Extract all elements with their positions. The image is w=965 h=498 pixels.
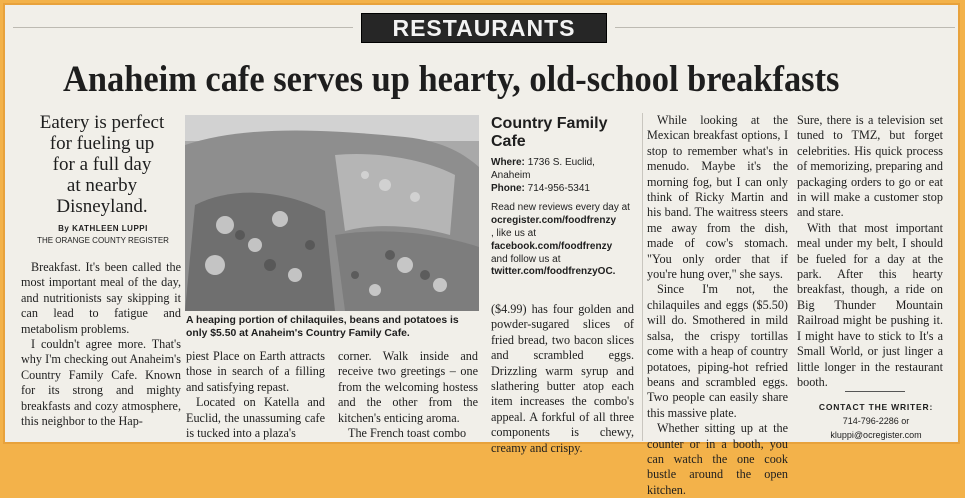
like-text: , like us at	[491, 227, 537, 239]
paragraph: Breakfast. It's been called the most important meal of the day, and nutritionists say skipping it can lead to fatigue and metabolism problems.	[21, 260, 181, 336]
deck-line: for fueling up	[49, 133, 155, 154]
section-label	[361, 13, 607, 43]
paragraph: Since I'm not, the chilaquiles and eggs ($5.50) will do. Smothered in mild salsa, the crispy tortillas come with a heap of country potatoes, piping-hot refried beans and scrambled eggs. Two people can easily share this massive plate.	[647, 282, 788, 420]
paragraph: The French toast combo	[348, 426, 467, 441]
info-links	[491, 202, 636, 279]
paragraph: Located on Katella and Euclid, the unassuming cafe is tucked into a plaza's	[186, 395, 325, 441]
paragraph: ($4.99) has four golden and powder-sugared slices of fried bread, two bacon slices and scrambled eggs. Drizzling warm syrup and slathering butter atop each item increases the combo's appeal. A forkful of all three components is chewy, creamy and crispy.	[491, 302, 634, 455]
article-column-3	[338, 349, 478, 441]
info-box	[491, 115, 636, 279]
article-column-5	[647, 113, 788, 498]
paragraph: corner. Walk inside and receive two greetings – one from the welcoming hostess and the other from the kitchen's enticing aroma.	[338, 349, 478, 425]
paragraph: piest Place on Earth attracts those in search of a filling and satisfying repast.	[186, 349, 325, 394]
deck-line: Disneyland.	[56, 196, 148, 217]
deck-line: at nearby	[66, 175, 138, 196]
ocregister-link[interactable]: ocregister.com/foodfrenzy	[491, 215, 617, 227]
column-divider	[642, 113, 643, 441]
paragraph: I couldn't agree more. That's why I'm checking out Anaheim's Country Family Cafe. Known for its strong and mighty breakfasts and cozy atmosphere, this neighbor to the Hap-	[21, 337, 181, 429]
phone-value: 714-956-5341	[527, 182, 590, 194]
info-where	[491, 157, 636, 183]
contact-label: CONTACT THE WRITER:	[818, 402, 934, 412]
paragraph: With that most important meal under my belt, I should be fueled for a day at the park. After this hearty breakfast, though, a ride on Big Thunder Mountain Railroad might be pushing it. I might have to stick to It's a Small World, or just linger a little longer in the restaurant booth.	[797, 220, 943, 389]
headline: Anaheim cafe serves up hearty, old-school breakfasts	[63, 59, 840, 100]
article-column-4	[491, 302, 634, 456]
paragraph: Whether sitting up at the counter or in a booth, you can watch the one cook bustle around the open kitchen.	[647, 421, 788, 497]
article-column-2	[186, 349, 325, 441]
photo-caption: A heaping portion of chilaquiles, beans and potatoes is only $5.50 at Anaheim's Country Family Cafe.	[186, 315, 459, 339]
food-photo	[185, 115, 479, 311]
follow-text: and follow us at	[491, 253, 561, 265]
facebook-link[interactable]: facebook.com/foodfrenzy	[491, 240, 613, 252]
info-phone	[491, 183, 636, 196]
byline-outlet: THE ORANGE COUNTY REGISTER	[37, 236, 169, 245]
twitter-link[interactable]: twitter.com/foodfrenzyOC.	[491, 266, 616, 278]
phone-label: Phone:	[491, 182, 525, 194]
deck-line: for a full day	[52, 154, 152, 175]
contact-phone: 714-796-2286 or	[842, 416, 910, 426]
byline-author: By KATHLEEN LUPPI	[58, 224, 148, 233]
section-label-text: RESTAURANTS	[392, 15, 576, 41]
paragraph: While looking at the Mexican breakfast options, I stop to remember what's in menudo. Maybe it's the morning fog, but I can only think of Ricky Martin and his band. The waitress steers me away from the dish, made of cow's stomach. "You only order that if you're hung over," she says.	[647, 113, 788, 282]
divider-left	[13, 27, 353, 28]
read-text: Read new reviews every day at	[491, 202, 630, 214]
newspaper-clipping	[3, 3, 960, 497]
contact-box	[813, 400, 939, 442]
where-value: 1736 S. Euclid, Anaheim	[491, 157, 595, 181]
deck	[23, 112, 181, 217]
deck-line: Eatery is perfect	[39, 112, 165, 133]
byline	[23, 223, 183, 247]
chilaquiles-image	[185, 115, 479, 311]
article-column-1	[21, 260, 181, 429]
where-label: Where:	[491, 157, 525, 168]
info-title: Country Family Cafe	[491, 115, 608, 150]
article-column-6	[797, 113, 943, 390]
divider-right	[615, 27, 955, 28]
paragraph: Sure, there is a television set tuned to TMZ, but forget celebrities. His quick process of memorizing, preparing and packaging orders to go or eat in will make a customer stop and stare.	[797, 113, 943, 220]
contact-email[interactable]: kluppi@ocregister.com	[830, 430, 922, 440]
contact-divider	[845, 391, 905, 392]
